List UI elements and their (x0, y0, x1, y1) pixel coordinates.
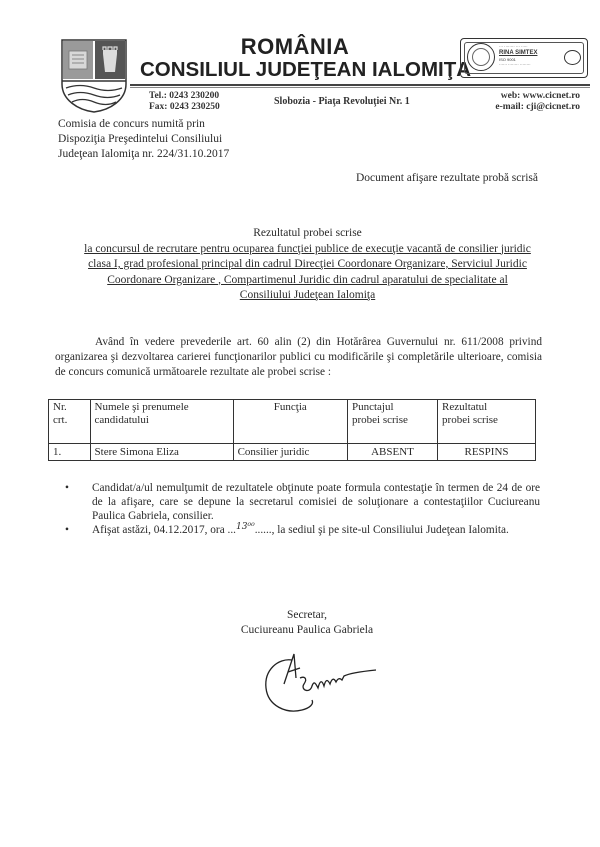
header-divider (130, 84, 590, 86)
results-heading (55, 226, 560, 304)
heading-subtitle-2: clasa I, grad profesional principal din cadrul Direcţiei Coordonare Organizare, Serviciul Juridic (88, 258, 527, 270)
cell-function: Consilier juridic (233, 444, 347, 461)
cell-nr: 1. (49, 444, 91, 461)
note-appeal: • Candidat/a/ul nemulţumit de rezultatele obţinute poate formula contestaţie în termen de 24 de ore de la afişare, care se depune la secretarul comisiei de soluţionare a contestaţiilor Cuciureanu Paulica Gabriela, consilier. (65, 482, 540, 522)
table-header-row (49, 400, 536, 444)
document-label: Document afişare rezultate probă scrisă (356, 172, 538, 184)
col-header-function: Funcţia (233, 400, 347, 444)
bullet-icon: • (65, 524, 69, 536)
notes-list (62, 481, 540, 538)
heading-title: Rezultatul probei scrise (253, 227, 362, 239)
cell-score: ABSENT (347, 444, 437, 461)
header-divider-thin (130, 87, 590, 88)
phone-fax-block (149, 91, 220, 113)
heading-subtitle-3: Coordonare Organizare , Compartimenul Juridic din cadrul aparatului de specialitate al (107, 273, 508, 286)
signatory-name: Cuciureanu Paulica Gabriela (240, 624, 374, 636)
county-coat-of-arms-icon (60, 38, 128, 114)
table-row (49, 444, 536, 461)
web-email-block (460, 91, 580, 113)
intro-paragraph: Având în vedere prevederile art. 60 alin (2) din Hotărârea Guvernului nr. 611/2008 privind organizarea şi dezvoltarea carierei funcţionarilor publici cu modificările şi completările ulterioare, comisia de concurs comunică următoarele rezultate ale probei scrise : (55, 336, 542, 378)
bullet-icon: • (65, 482, 69, 494)
signatory-role: Secretar, (286, 609, 328, 621)
commission-line-1: Comisia de concurs numită prin (58, 118, 205, 130)
address: Slobozia - Piaţa Revoluţiei Nr. 1 (274, 96, 410, 107)
fax-number: Fax: 0243 230250 (149, 102, 220, 112)
col-header-name: Numele şi prenumele candidatului (90, 400, 233, 444)
certification-standard: ISO 9001 (499, 57, 516, 62)
phone-number: Tel.: 0243 230200 (149, 91, 220, 101)
certification-brand: RINA SIMTEX (499, 50, 538, 56)
iso-certification-seal-icon: ··· ········ ··· ····· RINA SIMTEX ISO 9001 ······ ········ ········ (460, 38, 588, 78)
email-link[interactable]: e-mail: cji@cicnet.ro (495, 102, 580, 112)
handwritten-time: 13⁰⁰ (236, 522, 255, 532)
heading-subtitle-4: Consiliului Judeţean Ialomiţa (239, 289, 376, 301)
heading-subtitle-1: la concursul de recrutare pentru ocuparea funcţiei publice de execuţie vacantă de consilier juridic (84, 242, 531, 255)
commission-line-2: Dispoziţia Preşedintelui Consiliului (58, 133, 223, 145)
col-header-score: Punctajul probei scrise (347, 400, 437, 444)
institution-title: CONSILIUL JUDEŢEAN IALOMIŢA (140, 58, 472, 81)
commission-reference (58, 117, 229, 162)
col-header-nr: Nr. crt. (49, 400, 91, 444)
website-link[interactable]: web: www.cicnet.ro (500, 91, 580, 101)
handwritten-signature-icon (260, 648, 390, 718)
results-table (48, 399, 536, 461)
cell-name: Stere Simona Eliza (90, 444, 233, 461)
cell-result: RESPINS (438, 444, 536, 461)
commission-line-3: Judeţean Ialomiţa nr. 224/31.10.2017 (58, 148, 230, 160)
note-posted: • Afişat astăzi, 04.12.2017, ora ...$^{13^{00}}$......, la sediul şi pe site-ul Consiliului Judeţean Ialomita. (65, 522, 509, 536)
signature-block (232, 608, 382, 638)
country-title: ROMÂNIA (240, 34, 350, 59)
col-header-result: Rezultatul probei scrise (438, 400, 536, 444)
